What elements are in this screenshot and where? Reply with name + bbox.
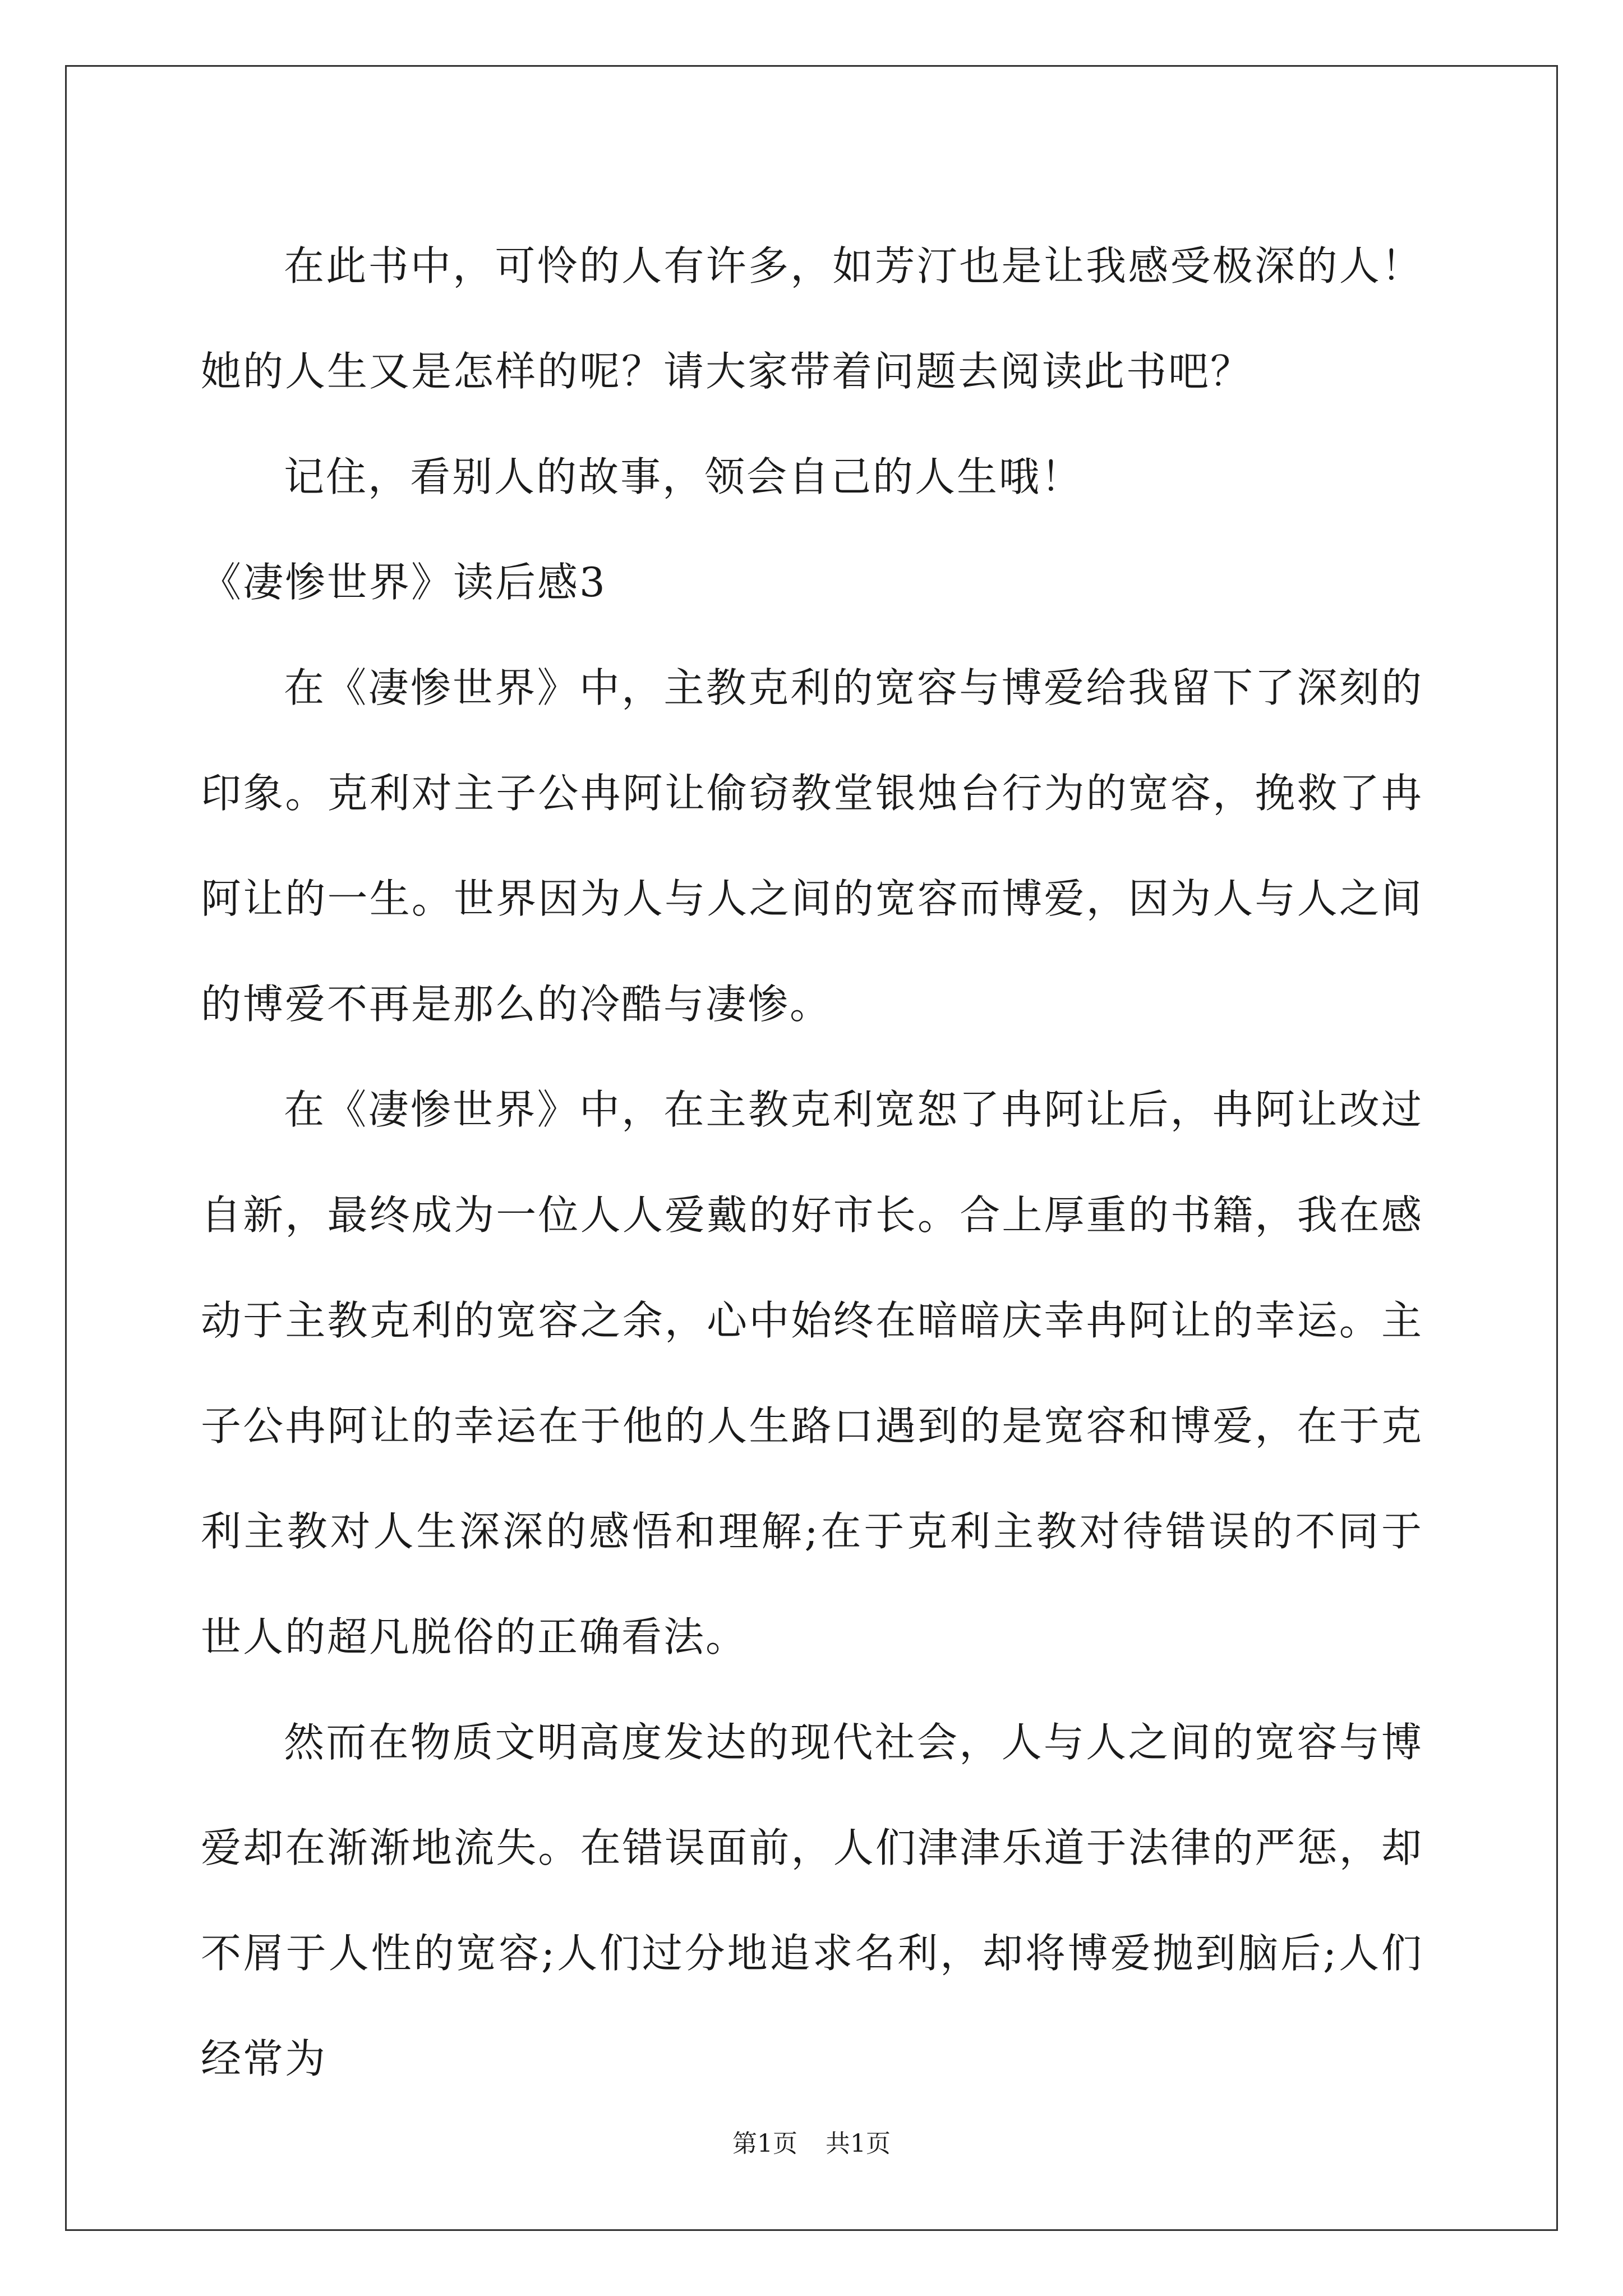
- paragraph: 在《凄惨世界》中，主教克利的宽容与博爱给我留下了深刻的印象。克利对主子公冉阿让偷窃教堂银烛台行为的宽容，挽救了冉阿让的一生。世界因为人与人之间的宽容而博爱，因为人与人之间的博爱不再是那么的冷酷与凄惨。: [201, 664, 1423, 1028]
- paragraph: 然而在物质文明高度发达的现代社会，人与人之间的宽容与博爱却在渐渐地流失。在错误面前，人们津津乐道于法律的严惩，却不屑于人性的宽容;人们过分地追求名利，却将博爱抛到脑后;人们经常为: [201, 1719, 1423, 2082]
- paragraph: 记住，看别人的故事，领会自己的人生哦！: [284, 453, 1083, 500]
- page-number-total: 共1页: [826, 2129, 891, 2158]
- paragraph: 在此书中，可怜的人有许多，如芳汀也是让我感受极深的人！她的人生又是怎样的呢？请大家带着问题去阅读此书吧？: [201, 242, 1423, 395]
- section-heading: 《凄惨世界》读后感3: [201, 559, 607, 606]
- page-footer: [0, 2127, 1623, 2161]
- document-body: [201, 213, 1423, 2111]
- paragraph: 在《凄惨世界》中，在主教克利宽恕了冉阿让后，冉阿让改过自新，最终成为一位人人爱戴的好市长。合上厚重的书籍，我在感动于主教克利的宽容之余，心中始终在暗暗庆幸冉阿让的幸运。主子公冉阿让的幸运在于他的人生路口遇到的是宽容和博爱，在于克利主教对人生深深的感悟和理解;在于克利主教对待错误的不同于世人的超凡脱俗的正确看法。: [201, 1086, 1423, 1660]
- page-number-current: 第1页: [732, 2129, 797, 2158]
